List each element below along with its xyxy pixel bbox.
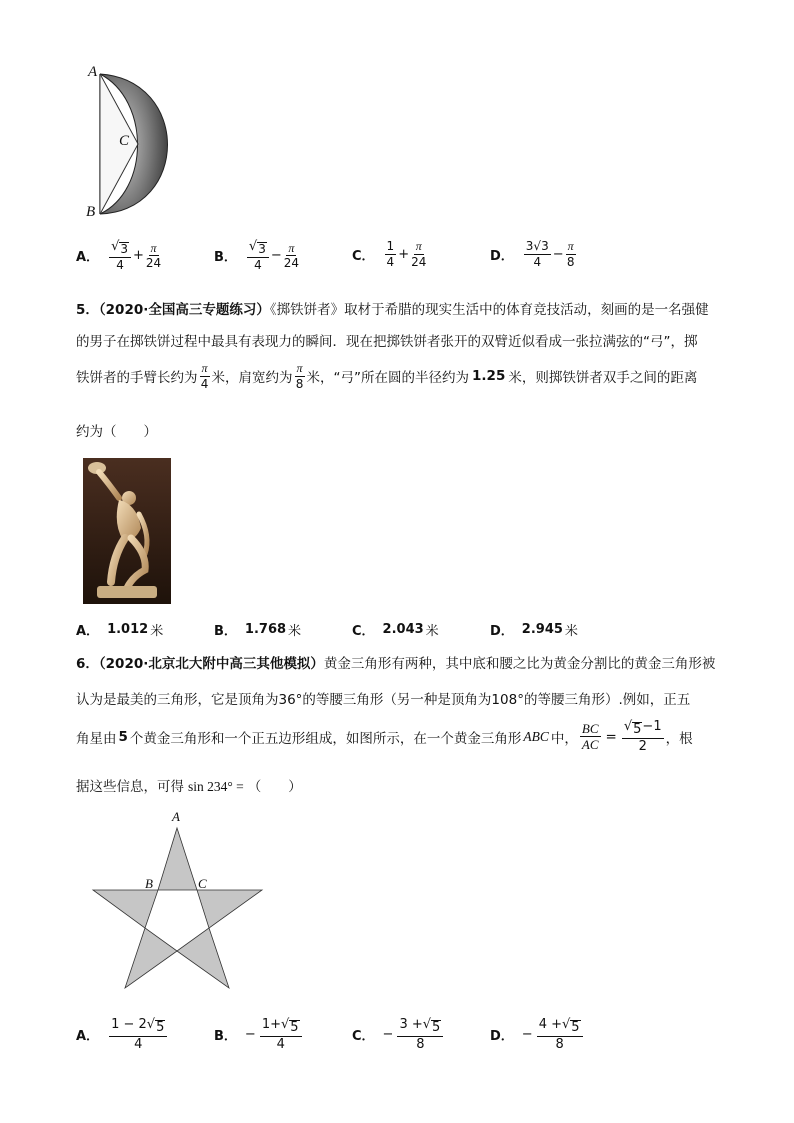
q6-line-3: 角星由 5 个黄金三角形和一个正五边形组成，如图所示，在一个黄金三角形 ABC 中， $\frac{BC}{AC}$ = √ 5 −1 2 ，根	[76, 719, 693, 755]
q6-option-d: D． − 4 + √ 5 8	[490, 1018, 585, 1052]
q6-pentagram-figure	[90, 820, 265, 990]
q4-figure-label-a: A	[88, 64, 98, 80]
q4-option-c: C． $\frac{1}{4}$ + $\frac{\pi}{24}$	[352, 239, 427, 269]
q5-line-3: 铁饼者的手臂长约为 $\frac{\pi}{4}$ 米，肩宽约为 $\frac{\pi}{8}$ 米，“弓”所在圆的半径约为 1.25 米，则掷铁饼者双手之间的距离	[76, 361, 698, 391]
q5-option-d: D． 2.945 米	[490, 622, 578, 639]
q6-figure-label-b: B	[145, 876, 153, 891]
q5-line-2: 的男子在掷铁饼过程中最具有表现力的瞬间．现在把掷铁饼者张开的双臂近似看成一张拉满弦的“弓”，掷	[76, 334, 698, 350]
q4-option-a: A． √ 3 4 + $\frac{\pi}{24}$	[76, 239, 162, 273]
q4-figure-label-b: B	[86, 204, 96, 220]
q6-option-c: C． − 3 + √ 5 8	[352, 1018, 445, 1052]
q6-figure-label-a: A	[172, 809, 180, 824]
q5-option-a: A． 1.012 米	[76, 622, 164, 639]
q6-line-2: 认为是最美的三角形，它是顶角为36°的等腰三角形（另一种是顶角为108°的等腰三角形）.例如，正五	[76, 692, 691, 708]
q4-figure-label-c: C	[119, 133, 130, 149]
q5-line-4: 约为（ ）	[76, 424, 157, 440]
q6-line-1: 6．（2020·北京北大附中高三其他模拟）黄金三角形有两种，其中底和腰之比为黄金分割比的黄金三角形被	[76, 656, 716, 672]
q5-line-1: 5．（2020·全国高三专题练习）《掷铁饼者》取材于希腊的现实生活中的体育竞技活动，刻画的是一名强健	[76, 302, 709, 318]
q6-option-b: B． − 1+ √ 5 4	[214, 1018, 304, 1052]
q5-option-b: B． 1.768 米	[214, 622, 302, 639]
q6-line-4: 据这些信息，可得 sin 234° = （ ）	[76, 779, 302, 795]
q5-option-c: C． 2.043 米	[352, 622, 439, 639]
q4-option-d: D． $\frac{3√3}{4}$ − $\frac{\pi}{8}$	[490, 239, 575, 269]
q5-discus-thrower-image	[83, 458, 171, 604]
q6-option-a: A． 1 − 2 √ 5 4	[76, 1018, 169, 1052]
q6-figure-label-c: C	[198, 876, 207, 891]
q4-option-b: B． √ 3 4 − $\frac{\pi}{24}$	[214, 239, 300, 273]
